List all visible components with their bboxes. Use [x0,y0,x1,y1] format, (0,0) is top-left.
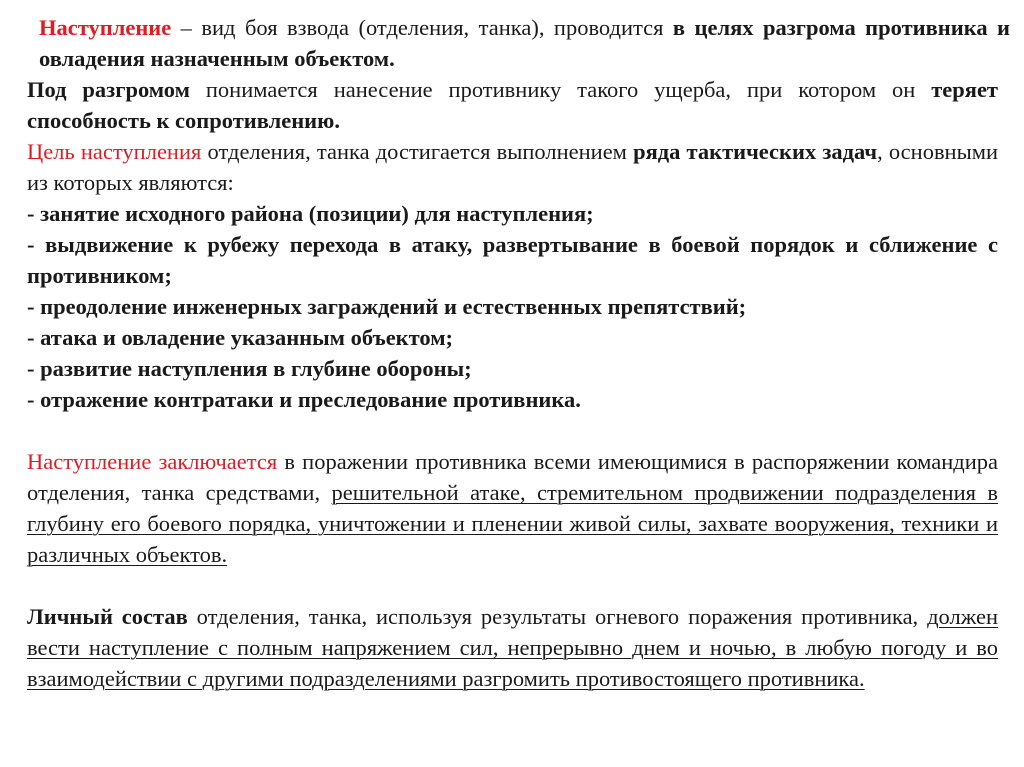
goal-intro [27,136,998,198]
definition-purpose: в целях разгрома противника и овладения назначенным объектом. [39,15,1010,71]
task-list-item: - выдвижение к рубежу перехода в атаку, развертывание в боевой порядок и сближение с противником; [27,232,998,288]
paragraph-offensive-goal [27,136,998,415]
term-defeat: Под разгромом [27,77,190,102]
definition-text: – вид боя взвода (отделения, танка), проводится [171,15,673,40]
term-personnel: Личный состав [27,604,188,629]
task-list-item: - отражение контратаки и преследование противника. [27,387,581,412]
goal-tasks-term: ряда тактических задач [633,139,878,164]
goal-tasks-text: , основными из которых являются: [27,139,998,195]
paragraph-offensive-content [27,446,998,570]
defeat-result: теряет способность к сопротивлению. [27,77,998,133]
task-list-item: - занятие исходного района (позиции) для наступления; [27,201,594,226]
content-text: в поражении противника всеми имеющимися в распоряжении командира отделения, танка средствами, [27,449,998,505]
paragraph-personnel [27,601,998,694]
content-underlined: решительной атаке, стремительном продвижении подразделения в глубину его боевого порядка, уничтожении и пленении живой силы, захвате вооружения, техники и различных объектов. [27,480,998,567]
paragraph-defeat-definition [27,74,998,136]
personnel-text: отделения, танка, используя результаты огневого поражения противника, [187,604,928,629]
task-list-item: - атака и овладение указанным объектом; [27,325,454,350]
goal-text: отделения, танка достигается выполнением [201,139,634,164]
term-offensive-goal: Цель наступления [27,139,202,164]
task-list-item: - развитие наступления в глубине обороны; [27,356,472,381]
task-list-item: - преодоление инженерных заграждений и естественных препятствий; [27,294,747,319]
paragraph-offensive-definition [27,12,1010,74]
term-offensive: Наступление [39,15,172,40]
term-offensive-content: Наступление заключается [27,449,278,474]
defeat-text: понимается нанесение противнику такого ущерба, при котором он [189,77,932,102]
personnel-underlined: должен вести наступление с полным напряжением сил, непрерывно днем и ночью, в любую погоду и во взаимодействии с другими подразделениями разгромить противостоящего противника. [27,604,998,691]
